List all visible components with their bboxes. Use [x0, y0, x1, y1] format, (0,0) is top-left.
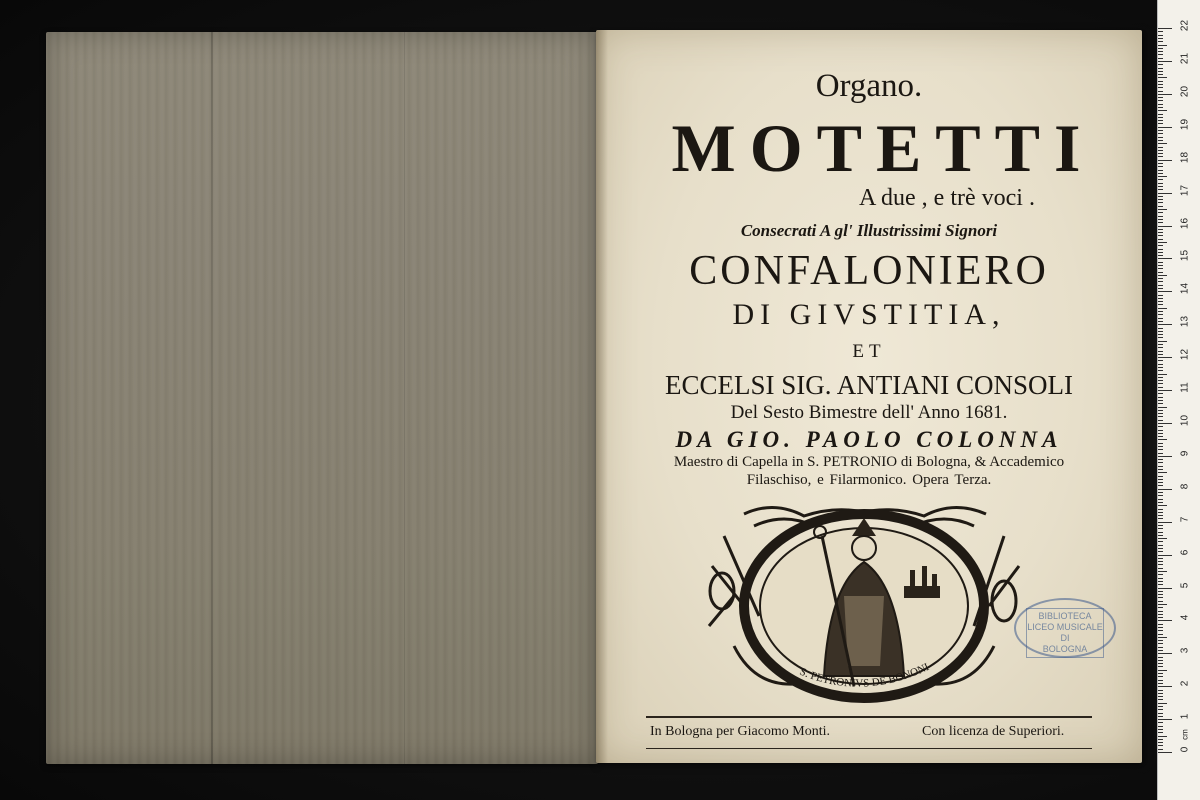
ruler-label: 2	[1179, 680, 1191, 687]
ruler-tick	[1158, 403, 1163, 404]
ruler-tick	[1158, 183, 1163, 184]
ruler-label: 18	[1179, 151, 1191, 163]
ruler-tick	[1158, 189, 1163, 190]
ruler-tick	[1158, 150, 1163, 151]
voices-line: A due , e trè voci .	[859, 185, 1035, 211]
title-page	[596, 30, 1142, 763]
ruler-tick	[1158, 466, 1163, 467]
ruler-tick	[1158, 272, 1163, 273]
ruler-tick	[1158, 51, 1163, 52]
ruler-tick	[1158, 512, 1163, 513]
ruler-tick	[1158, 462, 1163, 463]
ruler-label: 21	[1179, 52, 1191, 64]
ruler-tick	[1158, 344, 1163, 345]
ruler-tick	[1158, 627, 1163, 628]
ruler-tick	[1158, 502, 1163, 503]
ruler-tick	[1158, 732, 1163, 733]
ruler-tick	[1158, 127, 1172, 128]
measurement-ruler	[1157, 0, 1200, 800]
ruler-label: 6	[1179, 549, 1191, 555]
ruler-tick	[1158, 446, 1163, 447]
cover-crease	[211, 32, 213, 764]
ruler-tick	[1158, 637, 1167, 638]
ruler-tick	[1158, 41, 1163, 42]
ruler-tick	[1158, 68, 1163, 69]
ruler-tick	[1158, 752, 1172, 753]
ruler-tick	[1158, 538, 1167, 539]
ruler-label: 13	[1179, 316, 1191, 328]
ruler-tick	[1158, 337, 1163, 338]
ruler-tick	[1158, 357, 1172, 358]
ruler-tick	[1158, 212, 1163, 213]
ruler-tick	[1158, 555, 1172, 556]
ruler-tick	[1158, 275, 1167, 276]
ruler-tick	[1158, 509, 1163, 510]
ruler-tick	[1158, 216, 1163, 217]
ruler-tick	[1158, 453, 1163, 454]
ruler-tick	[1158, 657, 1163, 658]
ruler-tick	[1158, 100, 1163, 101]
ruler-tick	[1158, 485, 1163, 486]
woodcut-inscription: S. PETRONIVS DE BONONI	[797, 661, 931, 690]
ruler-label: 9	[1179, 450, 1191, 457]
ruler-tick	[1158, 295, 1163, 296]
ruler-tick	[1158, 706, 1163, 707]
ruler-tick	[1158, 143, 1167, 144]
ruler-tick	[1158, 77, 1167, 78]
ruler-tick	[1158, 104, 1163, 105]
ruler-tick	[1158, 31, 1163, 32]
ruler-tick	[1158, 74, 1163, 75]
ruler-tick	[1158, 459, 1163, 460]
ruler-tick	[1158, 650, 1163, 651]
et-line: ET	[852, 341, 886, 362]
ruler-label: 4	[1179, 615, 1191, 621]
stamp-line-3: DI	[1060, 633, 1070, 643]
ruler-tick	[1158, 680, 1163, 681]
ruler-tick	[1158, 722, 1163, 723]
ruler-tick	[1158, 581, 1163, 582]
ruler-tick	[1158, 640, 1163, 641]
ruler-tick	[1158, 436, 1163, 437]
ruler-tick	[1158, 265, 1163, 266]
ruler-tick	[1158, 334, 1163, 335]
date-line: Del Sesto Bimestre dell' Anno 1681.	[730, 402, 1008, 423]
ruler-tick	[1158, 285, 1163, 286]
ruler-tick	[1158, 541, 1163, 542]
ruler-tick	[1158, 54, 1163, 55]
ruler-tick	[1158, 48, 1163, 49]
ruler-tick	[1158, 206, 1163, 207]
ruler-tick	[1158, 690, 1163, 691]
ruler-tick	[1158, 199, 1163, 200]
ruler-tick	[1158, 186, 1163, 187]
ruler-tick	[1158, 423, 1172, 424]
ruler-tick	[1158, 91, 1163, 92]
ruler-tick	[1158, 584, 1163, 585]
ruler-tick	[1158, 114, 1163, 115]
ruler-tick	[1158, 653, 1172, 654]
ruler-tick	[1158, 173, 1163, 174]
ruler-label: 0	[1179, 746, 1191, 753]
ruler-label: 8	[1179, 483, 1191, 489]
ruler-tick	[1158, 140, 1163, 141]
ruler-tick	[1158, 291, 1172, 292]
dedication-line: Consecrati A gl' Illustrissimi Signori	[740, 221, 998, 240]
ruler-tick	[1158, 170, 1163, 171]
ruler-tick	[1158, 522, 1172, 523]
ruler-tick	[1158, 410, 1163, 411]
ruler-tick	[1158, 683, 1163, 684]
ruler-tick	[1158, 624, 1163, 625]
ruler-tick	[1158, 407, 1167, 408]
author-title-line-1: Maestro di Capella in S. PETRONIO di Bologna, & Accademico	[673, 454, 1065, 470]
woodcut-emblem	[704, 496, 1024, 708]
ruler-tick	[1158, 107, 1163, 108]
stamp-line-2: LICEO MUSICALE	[1027, 622, 1103, 632]
ruler-tick	[1158, 482, 1163, 483]
ruler-tick	[1158, 472, 1167, 473]
ruler-tick	[1158, 117, 1163, 118]
ruler-tick	[1158, 61, 1172, 62]
ruler-tick	[1158, 163, 1163, 164]
ruler-label: 11	[1179, 382, 1191, 393]
ruler-tick	[1158, 202, 1163, 203]
ruler-tick	[1158, 561, 1163, 562]
ruler-tick	[1158, 670, 1167, 671]
ruler-tick	[1158, 749, 1163, 750]
ruler-label: 14	[1179, 283, 1191, 295]
author-title-line-2: Filaschiso, e Filarmonico. Opera Terza.	[746, 472, 992, 488]
ruler-tick	[1158, 617, 1163, 618]
ruler-tick	[1158, 110, 1167, 111]
ruler-tick	[1158, 476, 1163, 477]
ruler-label: 12	[1179, 349, 1191, 361]
ruler-tick	[1158, 380, 1163, 381]
ruler-tick	[1158, 390, 1172, 391]
confaloniero-line: CONFALONIERO	[689, 248, 1049, 294]
ruler-tick	[1158, 222, 1163, 223]
ruler-tick	[1158, 574, 1163, 575]
ruler-tick	[1158, 179, 1163, 180]
ruler-tick	[1158, 308, 1167, 309]
ruler-label: 22	[1179, 19, 1191, 32]
ruler-tick	[1158, 726, 1163, 727]
ruler-tick	[1158, 634, 1163, 635]
ruler-tick	[1158, 564, 1163, 565]
ruler-tick	[1158, 45, 1167, 46]
ruler-tick	[1158, 611, 1163, 612]
ruler-tick	[1158, 258, 1172, 259]
ruler-tick	[1158, 558, 1163, 559]
ruler-tick	[1158, 663, 1163, 664]
ruler-tick	[1158, 518, 1163, 519]
ruler-tick	[1158, 226, 1172, 227]
ruler-tick	[1158, 666, 1163, 667]
giustitia-line: DI GIVSTITIA,	[732, 298, 1006, 331]
ruler-tick	[1158, 35, 1163, 36]
ruler-tick	[1158, 268, 1163, 269]
ruler-tick	[1158, 94, 1172, 95]
ruler-tick	[1158, 430, 1163, 431]
ruler-tick	[1158, 489, 1172, 490]
ruler-tick	[1158, 716, 1163, 717]
ruler-tick	[1158, 196, 1163, 197]
ruler-tick	[1158, 324, 1172, 325]
ruler-tick	[1158, 588, 1172, 589]
ruler-tick	[1158, 420, 1163, 421]
ruler-tick	[1158, 137, 1163, 138]
ruler-tick	[1158, 443, 1163, 444]
ruler-tick	[1158, 176, 1167, 177]
ruler-tick	[1158, 479, 1163, 480]
imprint-rule-top	[646, 716, 1092, 718]
ruler-tick	[1158, 393, 1163, 394]
ruler-tick	[1158, 456, 1172, 457]
ruler-tick	[1158, 495, 1163, 496]
ruler-tick	[1158, 515, 1163, 516]
ruler-tick	[1158, 321, 1163, 322]
ruler-tick	[1158, 597, 1163, 598]
ruler-tick	[1158, 28, 1172, 29]
ruler-tick	[1158, 397, 1163, 398]
ruler-tick	[1158, 686, 1172, 687]
ruler-tick	[1158, 703, 1167, 704]
ruler-tick	[1158, 377, 1163, 378]
ruler-tick	[1158, 314, 1163, 315]
ruler-tick	[1158, 281, 1163, 282]
ruler-tick	[1158, 341, 1167, 342]
ruler-tick	[1158, 219, 1163, 220]
stamp-line-4: BOLOGNA	[1042, 644, 1088, 654]
ruler-tick	[1158, 568, 1163, 569]
ruler-tick	[1158, 505, 1167, 506]
ruler-tick	[1158, 255, 1163, 256]
ruler-tick	[1158, 433, 1163, 434]
ruler-tick	[1158, 262, 1163, 263]
stamp-line-1: BIBLIOTECA	[1038, 611, 1092, 621]
ruler-tick	[1158, 288, 1163, 289]
ruler-tick	[1158, 87, 1163, 88]
ruler-tick	[1158, 147, 1163, 148]
ruler-tick	[1158, 660, 1163, 661]
ruler-tick	[1158, 551, 1163, 552]
ruler-tick	[1158, 242, 1167, 243]
ruler-tick	[1158, 469, 1163, 470]
ruler-tick	[1158, 532, 1163, 533]
ruler-tick	[1158, 591, 1163, 592]
ruler-tick	[1158, 400, 1163, 401]
motetti-title: MOTETTI	[671, 110, 1095, 186]
ruler-tick	[1158, 64, 1163, 65]
ruler-tick	[1158, 120, 1163, 121]
ruler-tick	[1158, 97, 1163, 98]
ruler-tick	[1158, 245, 1163, 246]
cover-crease	[404, 32, 405, 764]
ruler-tick	[1158, 130, 1163, 131]
ruler-tick	[1158, 578, 1163, 579]
ruler-label: 5	[1179, 582, 1191, 588]
organo-heading: Organo.	[815, 68, 923, 104]
ruler-tick	[1158, 729, 1163, 730]
ruler-tick	[1158, 351, 1163, 352]
ruler-tick	[1158, 58, 1163, 59]
ruler-label: 10	[1179, 414, 1191, 426]
ruler-tick	[1158, 301, 1163, 302]
ruler-tick	[1158, 38, 1163, 39]
ruler-tick	[1158, 676, 1163, 677]
ruler-label: 1	[1179, 713, 1191, 720]
ruler-tick	[1158, 673, 1163, 674]
ruler-tick	[1158, 439, 1167, 440]
ruler-tick	[1158, 156, 1163, 157]
ruler-label: 16	[1179, 217, 1191, 229]
ruler-tick	[1158, 693, 1163, 694]
ruler-tick	[1158, 166, 1163, 167]
ruler-tick	[1158, 71, 1163, 72]
ruler-tick	[1158, 235, 1163, 236]
ruler-tick	[1158, 298, 1163, 299]
ruler-tick	[1158, 630, 1163, 631]
ruler-tick	[1158, 745, 1163, 746]
ruler-tick	[1158, 601, 1163, 602]
ruler-tick	[1158, 594, 1163, 595]
ruler-tick	[1158, 535, 1163, 536]
ruler-label: 17	[1179, 184, 1191, 196]
ruler-tick	[1158, 604, 1167, 605]
ruler-tick	[1158, 525, 1163, 526]
ruler-tick	[1158, 160, 1172, 161]
ruler-tick	[1158, 311, 1163, 312]
ruler-tick	[1158, 278, 1163, 279]
ruler-tick	[1158, 742, 1163, 743]
ruler-tick	[1158, 123, 1163, 124]
ruler-tick	[1158, 413, 1163, 414]
ruler-tick	[1158, 383, 1163, 384]
ruler-tick	[1158, 364, 1163, 365]
ruler-label: 19	[1179, 118, 1191, 130]
ruler-tick	[1158, 239, 1163, 240]
ruler-tick	[1158, 719, 1172, 720]
ruler-tick	[1158, 528, 1163, 529]
ruler-tick	[1158, 370, 1163, 371]
imprint-rule-bottom	[646, 748, 1092, 749]
ruler-tick	[1158, 387, 1163, 388]
ruler-tick	[1158, 331, 1163, 332]
ruler-tick	[1158, 229, 1163, 230]
ruler-tick	[1158, 318, 1163, 319]
ruler-tick	[1158, 252, 1163, 253]
ruler-tick	[1158, 416, 1163, 417]
book-cover	[46, 32, 598, 764]
ruler-tick	[1158, 153, 1163, 154]
ruler-tick	[1158, 249, 1163, 250]
ruler-tick	[1158, 614, 1163, 615]
ruler-tick	[1158, 347, 1163, 348]
ruler-tick	[1158, 374, 1167, 375]
ruler-tick	[1158, 492, 1163, 493]
imprint-license: Con licenza de Superiori.	[922, 724, 1065, 739]
ruler-tick	[1158, 739, 1163, 740]
ruler-tick	[1158, 209, 1167, 210]
library-stamp	[1014, 598, 1116, 658]
author-line: DA GIO. PAOLO COLONNA	[675, 427, 1063, 452]
ruler-tick	[1158, 643, 1163, 644]
ruler-tick	[1158, 193, 1172, 194]
ruler-tick	[1158, 84, 1163, 85]
ruler-tick	[1158, 607, 1163, 608]
ruler-tick	[1158, 304, 1163, 305]
ruler-tick	[1158, 449, 1163, 450]
ruler-unit: cm	[1180, 729, 1190, 740]
ruler-label: 3	[1179, 648, 1191, 654]
ruler-tick	[1158, 81, 1163, 82]
ruler-label: 7	[1179, 516, 1191, 522]
ruler-label: 20	[1179, 85, 1191, 97]
ruler-tick	[1158, 499, 1163, 500]
ruler-tick	[1158, 548, 1163, 549]
ruler-label: 15	[1179, 250, 1191, 262]
ruler-tick	[1158, 367, 1163, 368]
ruler-tick	[1158, 328, 1163, 329]
ruler-tick	[1158, 354, 1163, 355]
ruler-tick	[1158, 232, 1163, 233]
ruler-tick	[1158, 713, 1163, 714]
ruler-tick	[1158, 426, 1163, 427]
ruler-tick	[1158, 699, 1163, 700]
eccelsi-line: ECCELSI SIG. ANTIANI CONSOLI	[665, 370, 1073, 400]
ruler-tick	[1158, 647, 1163, 648]
ruler-tick	[1158, 360, 1163, 361]
imprint-printer: In Bologna per Giacomo Monti.	[650, 724, 831, 739]
ruler-tick	[1158, 571, 1167, 572]
ruler-tick	[1158, 133, 1163, 134]
ruler-tick	[1158, 709, 1163, 710]
ruler-tick	[1158, 545, 1163, 546]
ruler-tick	[1158, 620, 1172, 621]
ruler-tick	[1158, 736, 1167, 737]
ruler-tick	[1158, 696, 1163, 697]
